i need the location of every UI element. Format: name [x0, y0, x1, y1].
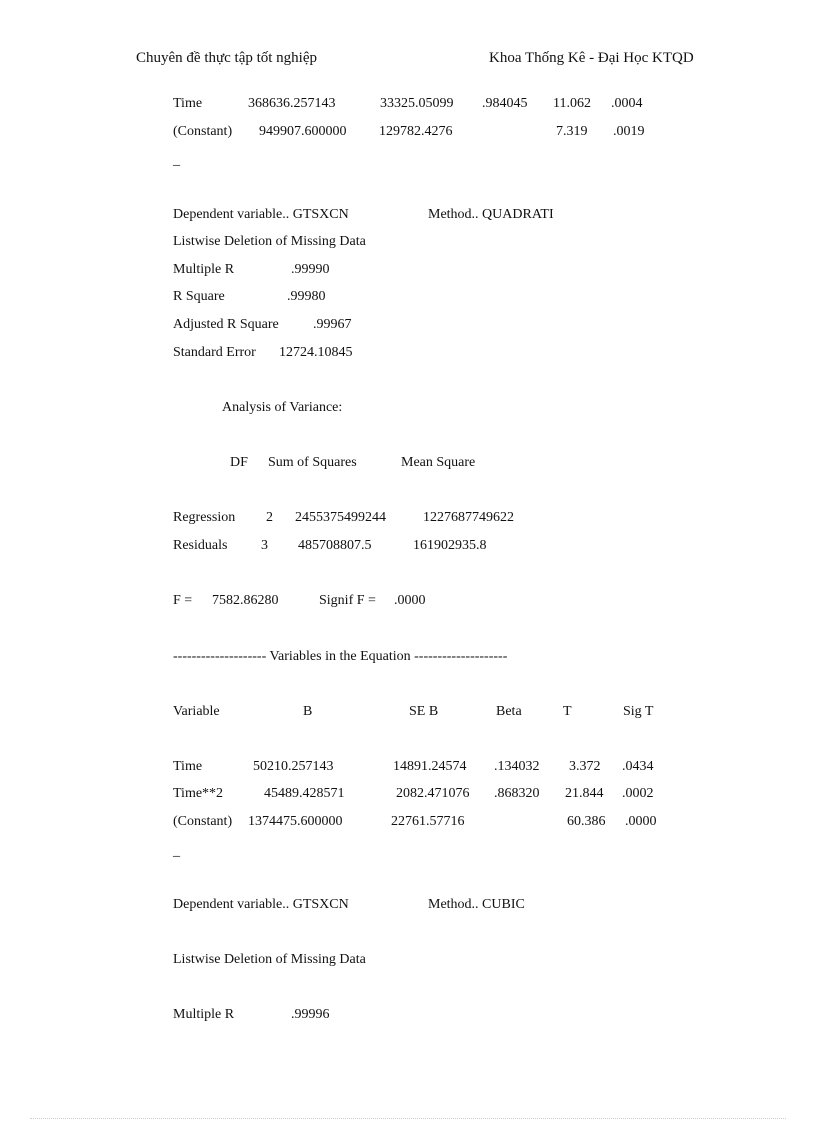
row-variable: Time	[173, 96, 203, 111]
row-variable: Time**2	[173, 786, 224, 801]
row-t: 60.386	[567, 814, 606, 829]
f-value: 7582.86280	[212, 593, 279, 608]
row-sig-t: .0002	[622, 786, 654, 801]
row-b: 368636.257143	[248, 96, 336, 111]
header-beta: Beta	[496, 704, 522, 719]
anova-row-ss: 2455375499244	[295, 510, 386, 525]
header-se-b: SE B	[409, 704, 439, 719]
dependent-variable-line: Dependent variable.. GTSXCN	[173, 207, 349, 222]
page-header-right: Khoa Thống Kê - Đại Học KTQD	[489, 50, 694, 66]
standard-error-value: 12724.10845	[279, 345, 353, 360]
anova-row-ss: 485708807.5	[298, 538, 372, 553]
multiple-r-value: .99996	[291, 1007, 330, 1022]
row-beta: .134032	[494, 759, 540, 774]
row-b: 949907.600000	[259, 124, 347, 139]
dependent-variable-line: Dependent variable.. GTSXCN	[173, 897, 349, 912]
row-se-b: 129782.4276	[379, 124, 453, 139]
anova-row-df: 2	[266, 510, 273, 525]
row-beta: .868320	[494, 786, 540, 801]
anova-row-ms: 161902935.8	[413, 538, 487, 553]
row-variable: (Constant)	[173, 124, 233, 139]
signif-f-label: Signif F =	[319, 593, 376, 608]
row-sig-t: .0004	[611, 96, 643, 111]
multiple-r-label: Multiple R	[173, 1007, 235, 1022]
row-se-b: 14891.24574	[393, 759, 467, 774]
variables-in-equation-title: -------------------- Variables in the Equation --------------------	[173, 649, 508, 664]
row-t: 7.319	[556, 124, 588, 139]
header-b: B	[303, 704, 313, 719]
row-b: 1374475.600000	[248, 814, 343, 829]
row-sig-t: .0434	[622, 759, 654, 774]
anova-row-label: Regression	[173, 510, 236, 525]
row-se-b: 22761.57716	[391, 814, 465, 829]
row-sig-t: .0000	[625, 814, 657, 829]
header-variable: Variable	[173, 704, 220, 719]
row-variable: (Constant)	[173, 814, 233, 829]
method-line: Method.. CUBIC	[428, 897, 525, 912]
page-header-left: Chuyên đề thực tập tốt nghiệp	[136, 50, 318, 66]
listwise-line: Listwise Deletion of Missing Data	[173, 952, 366, 967]
r-square-label: R Square	[173, 289, 225, 304]
row-b: 45489.428571	[264, 786, 345, 801]
row-b: 50210.257143	[253, 759, 334, 774]
header-sig-t: Sig T	[623, 704, 654, 719]
anova-title: Analysis of Variance:	[222, 400, 343, 415]
adjusted-r-square-value: .99967	[313, 317, 352, 332]
row-sig-t: .0019	[613, 124, 645, 139]
row-t: 3.372	[569, 759, 601, 774]
anova-row-ms: 1227687749622	[423, 510, 514, 525]
method-line: Method.. QUADRATI	[428, 207, 554, 222]
standard-error-label: Standard Error	[173, 345, 256, 360]
anova-header-ss: Sum of Squares	[268, 455, 357, 470]
r-square-value: .99980	[287, 289, 326, 304]
anova-header-df: DF	[230, 455, 248, 470]
row-se-b: 2082.471076	[396, 786, 470, 801]
row-variable: Time	[173, 759, 203, 774]
anova-header-ms: Mean Square	[401, 455, 476, 470]
page-bottom-rule	[30, 1118, 786, 1119]
multiple-r-label: Multiple R	[173, 262, 235, 277]
separator-dash: _	[173, 844, 180, 859]
anova-row-df: 3	[261, 538, 268, 553]
row-t: 21.844	[565, 786, 604, 801]
multiple-r-value: .99990	[291, 262, 330, 277]
signif-f-value: .0000	[394, 593, 426, 608]
row-se-b: 33325.05099	[380, 96, 454, 111]
header-t: T	[563, 704, 572, 719]
row-beta: .984045	[482, 96, 528, 111]
row-t: 11.062	[553, 96, 591, 111]
anova-row-label: Residuals	[173, 538, 228, 553]
adjusted-r-square-label: Adjusted R Square	[173, 317, 279, 332]
f-label: F =	[173, 593, 193, 608]
listwise-line: Listwise Deletion of Missing Data	[173, 234, 366, 249]
separator-dash: _	[173, 153, 180, 168]
